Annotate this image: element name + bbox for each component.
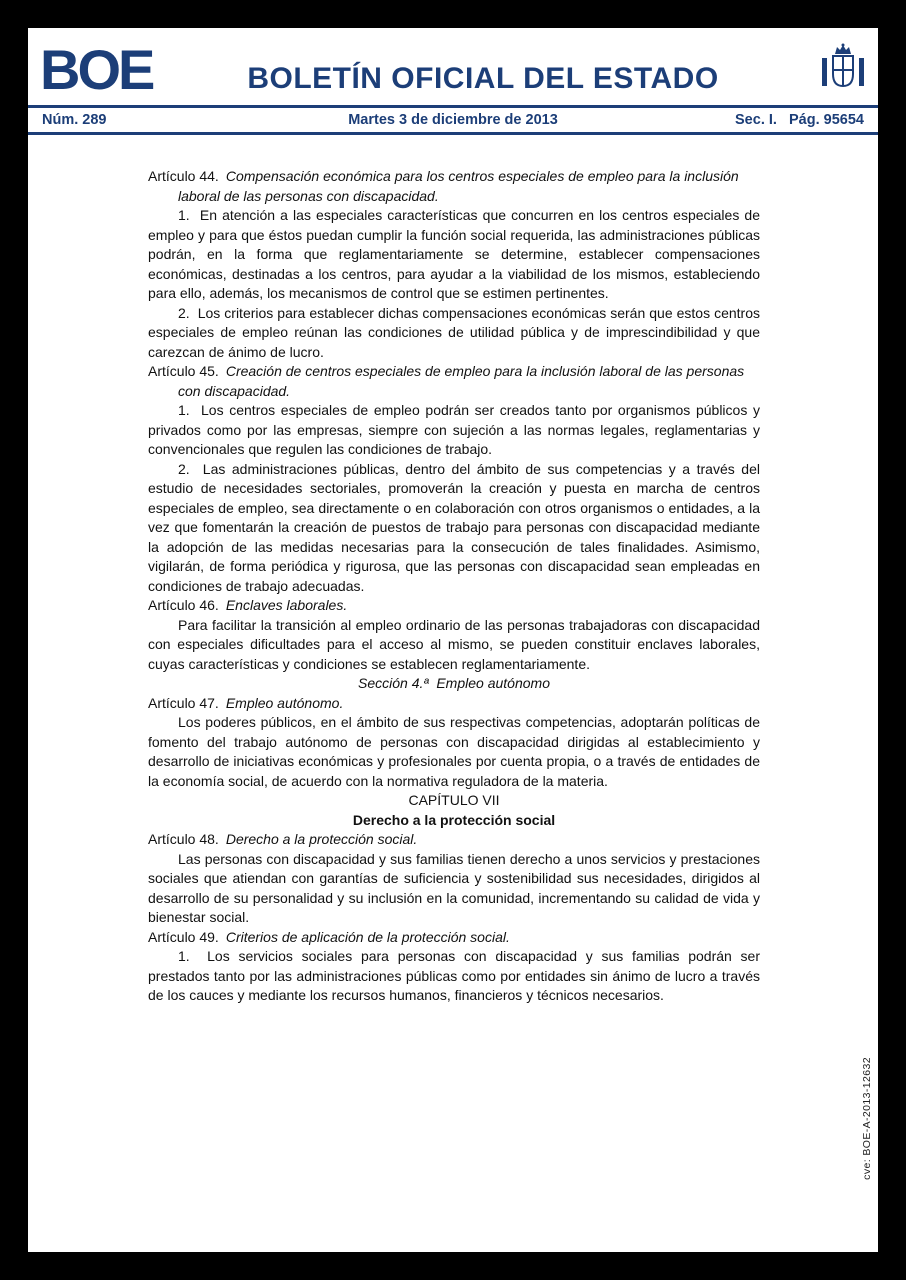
article-46-heading [148,596,760,616]
article-47-paragraph-1: Los poderes públicos, en el ámbito de sus respectivas competencias, adoptarán políticas de fomento del trabajo autónomo de personas con discapacidad dirigidas al establecimiento y desarrollo de iniciativas económicas y profesionales por cuenta propia, o a través de entidades de la economía social, de acuerdo con la normativa reguladora de la materia. [148,714,760,789]
article-48-heading [148,830,760,850]
article-45-paragraph-1: 1. Los centros especiales de empleo podrán ser creados tanto por organismos públicos y privados como por las empresas, siempre con sujeción a las normas legales, reglamentarias y convencionales que regulen las condiciones de trabajo. [148,402,760,457]
header-rule-bottom [28,132,878,135]
document-page [28,28,878,1252]
article-48-paragraph-1: Las personas con discapacidad y sus familias tienen derecho a unos servicios y prestaciones sociales que atiendan con garantías de suficiencia y sostenibilidad sus necesidades, dirigidos al desarrollo de su personalidad y su inclusión en la comunidad, incrementando su calidad de vida y bienestar social. [148,850,760,925]
article-46-paragraph-1: Para facilitar la transición al empleo ordinario de las personas trabajadoras con discapacidad con especiales dificultades para el acceso al mismo, se pueden constituir enclaves laborales, cuyas características y condiciones se establecen reglamentariamente. [148,616,760,672]
article-title: Compensación económica para los centros especiales de empleo para la inclusión laboral de las personas con discapacidad. [178,168,739,204]
article-number: Artículo 48. [148,831,219,847]
article-49-heading [148,928,760,948]
article-44-heading [148,167,760,206]
article-number: Artículo 46. [148,597,219,613]
header-rule-top [28,105,878,108]
chapter-heading: CAPÍTULO VII [408,792,500,808]
document-body [148,167,760,1006]
article-44-paragraph-2: 2. Los criterios para establecer dichas compensaciones económicas serán que estos centros especiales de empleo reúnan las condiciones de utilidad pública y de imprescindibilidad y que carezcan de ánimo de lucro. [148,304,760,360]
issue-date: Martes 3 de diciembre de 2013 [348,112,558,128]
article-number: Artículo 49. [148,928,219,945]
coat-of-arms-icon [820,42,866,100]
issue-number: Núm. 289 [42,112,107,128]
article-45-heading [148,362,760,401]
article-title: Empleo autónomo. [225,694,344,711]
article-number: Artículo 44. [148,168,219,184]
boe-logo-text: BOE [40,38,153,101]
article-number: Artículo 45. [148,363,219,379]
article-number: Artículo 47. [148,694,219,711]
section-heading: Sección 4.ª Empleo autónomo [358,675,550,691]
article-title: Criterios de aplicación de la protección social. [225,928,510,945]
article-49-paragraph-1: 1. Los servicios sociales para personas con discapacidad y sus familias podrán ser prestados tanto por las administraciones públicas como por entidades sin ánimo de lucro a través de los cauces y mediante los recursos humanos, financieros y técnicos necesarios. [148,948,760,1003]
article-47-heading [148,694,760,714]
cve-code: cve: BOE-A-2013-12632 [861,1057,873,1180]
boe-logo [40,40,160,104]
masthead-title: BOLETÍN OFICIAL DEL ESTADO [247,62,719,95]
article-44-paragraph-1: 1. En atención a las especiales características que concurren en los centros especiales de empleo y para que éstos puedan cumplir la función social requerida, las administraciones públicas podrán, en la forma que reglamentariamente se determine, establecer compensaciones económicas, destinadas a los centros, para ayudar a la viabilidad de los mismos, estableciendo para ello, además, los mecanismos de control que se estimen pertinentes. [148,207,760,301]
section-page: Sec. I. Pág. 95654 [735,112,864,128]
article-title: Creación de centros especiales de empleo para la inclusión laboral de las personas con discapacidad. [178,363,745,399]
article-title: Enclaves laborales. [225,597,348,613]
article-45-paragraph-2: 2. Las administraciones públicas, dentro del ámbito de sus competencias y a través del estudio de necesidades sectoriales, promoverán la creación y puesta en marcha de centros especiales de empleo, sea directamente o en colaboración con otros organismos o entidades, a la vez que fomentarán la creación de puestos de trabajo para personas con discapacidad mediante la adopción de las medidas necesarias para la consecución de tales finalidades. Asimismo, vigilarán, de forma periódica y rigurosa, que las personas con discapacidad sean empleadas en condiciones de trabajo adecuadas. [148,460,760,594]
header-bar [42,110,864,130]
chapter-title: Derecho a la protección social [352,811,556,828]
boe-logo-shield-icon [92,64,103,79]
article-title: Derecho a la protección social. [225,831,418,847]
